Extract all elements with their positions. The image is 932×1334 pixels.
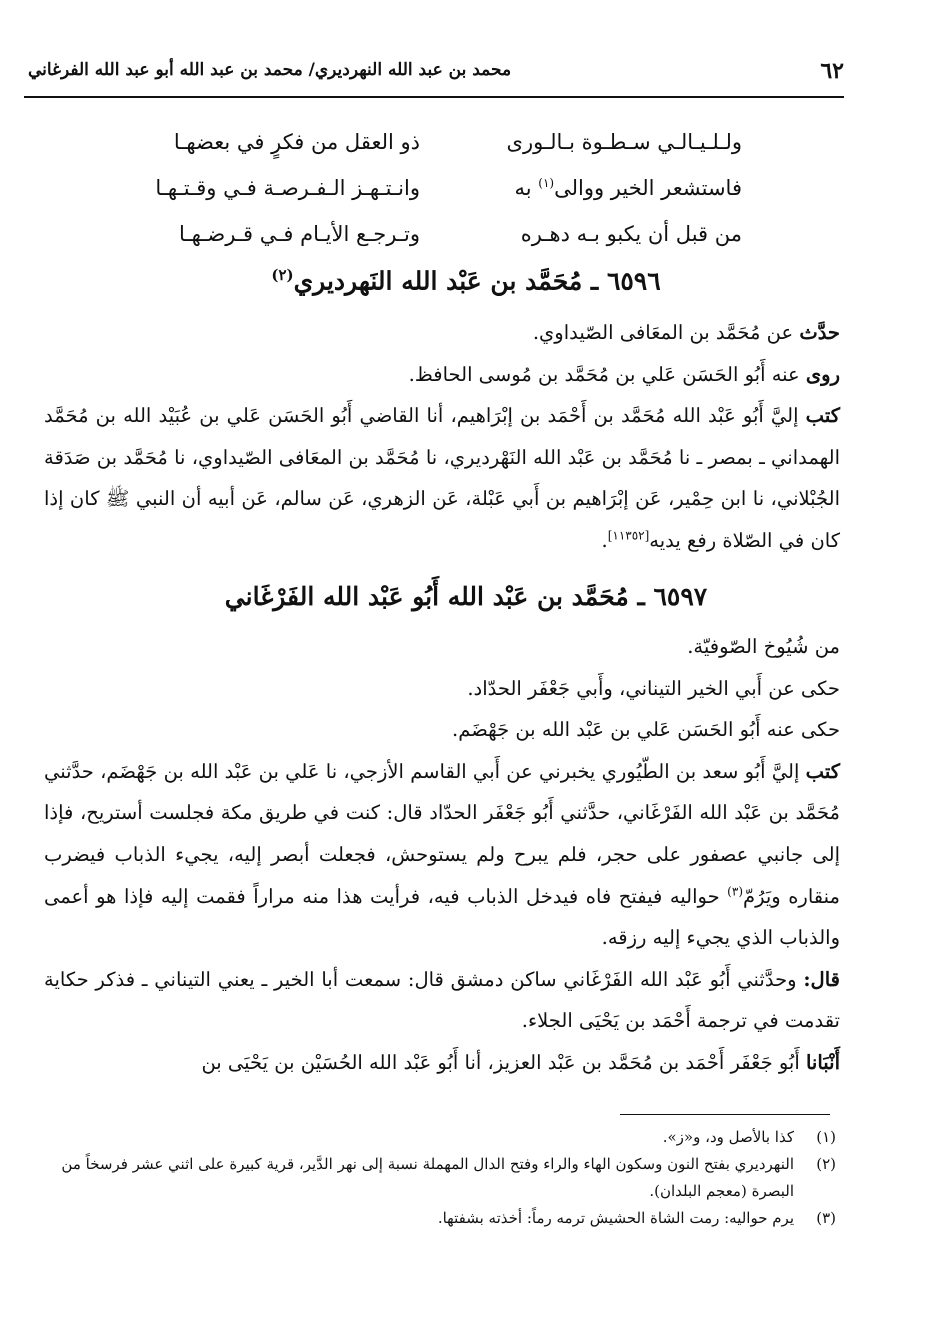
footnote-2 <box>40 1151 836 1205</box>
verse-3-second-hemistich: وتـرجـع الأيـام فـي قـرضـهـا <box>179 222 420 246</box>
verse-1-second-hemistich: ذو العقل من فكرٍ في بعضهـا <box>173 130 420 154</box>
entry-6597-kataba <box>44 751 840 959</box>
footnote-3 <box>40 1205 836 1232</box>
paragraph-text: عن مُحَمَّد بن المعَافى الصّيداوي. <box>532 321 800 344</box>
entry-6596-heading <box>0 266 932 295</box>
verse-2-text-end: به <box>514 176 539 200</box>
verse-3-first-hemistich: من قبل أن يكبو بـه دهـره <box>520 222 742 246</box>
entry-6596-hadath <box>44 312 840 354</box>
footnote-ref-2: (٢) <box>271 266 294 284</box>
paragraph-text: إليَّ أَبُو سعد بن الطّيُوري يخبرني عن أَبي القاسم الأزجي، نا عَلي بن عَبْد الله بن جَهْضَم، حدَّثني مُحَمَّد بن عَبْد الله الفَرْغَاني، حدَّثني أَبُو جَعْفَر الحدّاد قال: كنت في طريق مكة فجلست أستريح، فإذا إلى جانبي عصفور على حجر، فلم يبرح ولم يستوحش، فجعلت أبصر إليه، يجيء الذباب فيضرب منقاره ويَرُمّ <box>44 759 840 908</box>
entry-6597-qala <box>44 959 840 1042</box>
footnote-text: كذا بالأصل ود، و«ز». <box>662 1128 794 1146</box>
entry-6596-body <box>44 312 840 562</box>
paragraph-text: أَبُو جَعْفَر أَحْمَد بن مُحَمَّد بن عَبْد العزيز، أنا أَبُو عَبْد الله الحُسَيْن بن يَحْيَى بن <box>201 1050 806 1074</box>
paragraph-text-end: حواليه فيفتح فاه فيدخل الذباب فيه، فرأيت هذا منه مراراً فقمت إليه فإذا هو أعمى والذباب الذي يجيء إليه رزقه. <box>44 884 840 950</box>
entry-6597-anbana <box>44 1042 840 1084</box>
keyword-kataba: كتب <box>805 759 840 783</box>
verse-2-text: فاستشعر الخير ووالى <box>554 176 742 200</box>
keyword-anbana: أَنْبَانا <box>805 1050 840 1074</box>
entry-6597-heading: ٦٥٩٧ ـ مُحَمَّد بن عَبْد الله أَبُو عَبْد الله الفَرْغَاني <box>224 582 708 611</box>
keyword-hadath: حدَّث <box>799 321 840 344</box>
footnote-text: النهرديري بفتح النون وسكون الهاء والراء وفتح الدال المهملة نسبة إلى نهر الدَّير، قرية كبيرة على اثني عشر فرسخاً من البصرة (معجم البلدان). <box>61 1155 794 1200</box>
paragraph-text: عنه أَبُو الحَسَن عَلي بن مُحَمَّد بن مُوسى الحافظ. <box>408 362 806 386</box>
page-number: ٦٢ <box>820 58 844 84</box>
footnote-ref-1: (١) <box>538 176 555 190</box>
footnote-number: (١) <box>816 1128 836 1146</box>
entry-6596-kataba <box>44 395 840 561</box>
keyword-rawa: روى <box>805 362 840 386</box>
footnote-ref-3: (٣) <box>727 884 743 899</box>
verse-1-first-hemistich: ولـلـيـالـي سـطـوة بـالـورى <box>506 130 742 154</box>
paragraph-text: وحدَّثني أَبُو عَبْد الله الفَرْغَاني ساكن دمشق قال: سمعت أبا الخير ـ يعني التيناني ـ فذكر حكاية تقدمت في ترجمة أَحْمَد بن يَحْيَى الجلاء. <box>44 967 840 1033</box>
keyword-kataba: كتب <box>805 404 840 428</box>
footnote-text: يرم حواليه: رمت الشاة الحشيش ترمه رماً: أخذته بشفتها. <box>437 1209 794 1227</box>
hadith-number: [١١٣٥٢] <box>607 528 650 543</box>
entry-6597-haka-an: حكى عن أَبي الخير التيناني، وأَبي جَعْفَر الحدّاد. <box>467 676 840 700</box>
keyword-qala: قال: <box>803 967 840 991</box>
verse-2-first-hemistich <box>514 176 742 200</box>
footnote-number: (٣) <box>816 1209 836 1227</box>
footnote-1 <box>40 1124 836 1151</box>
entry-6597-body <box>44 626 840 1084</box>
entry-6596-rawa <box>44 354 840 396</box>
entry-6597-haka-anhu: حكى عنه أَبُو الحَسَن عَلي بن عَبْد الله بن جَهْضَم. <box>452 718 840 742</box>
paragraph-end: . <box>601 528 608 552</box>
entry-6596-title: ٦٥٩٦ ـ مُحَمَّد بن عَبْد الله النَهرديري <box>293 266 661 296</box>
footnotes <box>40 1124 836 1232</box>
paragraph-text: إليَّ أَبُو عَبْد الله مُحَمَّد بن أَحْمَد بن إبْرَاهيم، أنا القاضي أَبُو الحَسَن عَلي بن عُبَيْد الله بن مُحَمَّد الهمداني ـ بمصر ـ نا مُحَمَّد بن عَبْد الله النَهْرديري، نا مُحَمَّد بن المعَافى الصّيداوي، نا مُحَمَّد بن صَدَقة الجُبْلاني، نا ابن حِمْير، عَن إبْرَاهيم بن أَبي عَبْلة، عَن الزهري، عَن سالم، عَن أبيه أن النبي ﷺ كان إذا كان في الصّلاة رفع يديه <box>44 404 840 552</box>
page-header <box>28 56 844 92</box>
header-rule <box>24 96 844 98</box>
running-title: محمد بن عبد الله النهرديري/ محمد بن عبد الله أبو عبد الله الفرغاني <box>28 60 512 80</box>
footnote-rule <box>620 1114 830 1115</box>
entry-6597-shuyukh: من شُيُوخ الصّوفيّة. <box>687 635 840 658</box>
verse-2-second-hemistich: وانـتـهـز الـفـرصـة فـي وقـتـهـا <box>155 176 420 200</box>
footnote-number: (٢) <box>816 1155 836 1173</box>
